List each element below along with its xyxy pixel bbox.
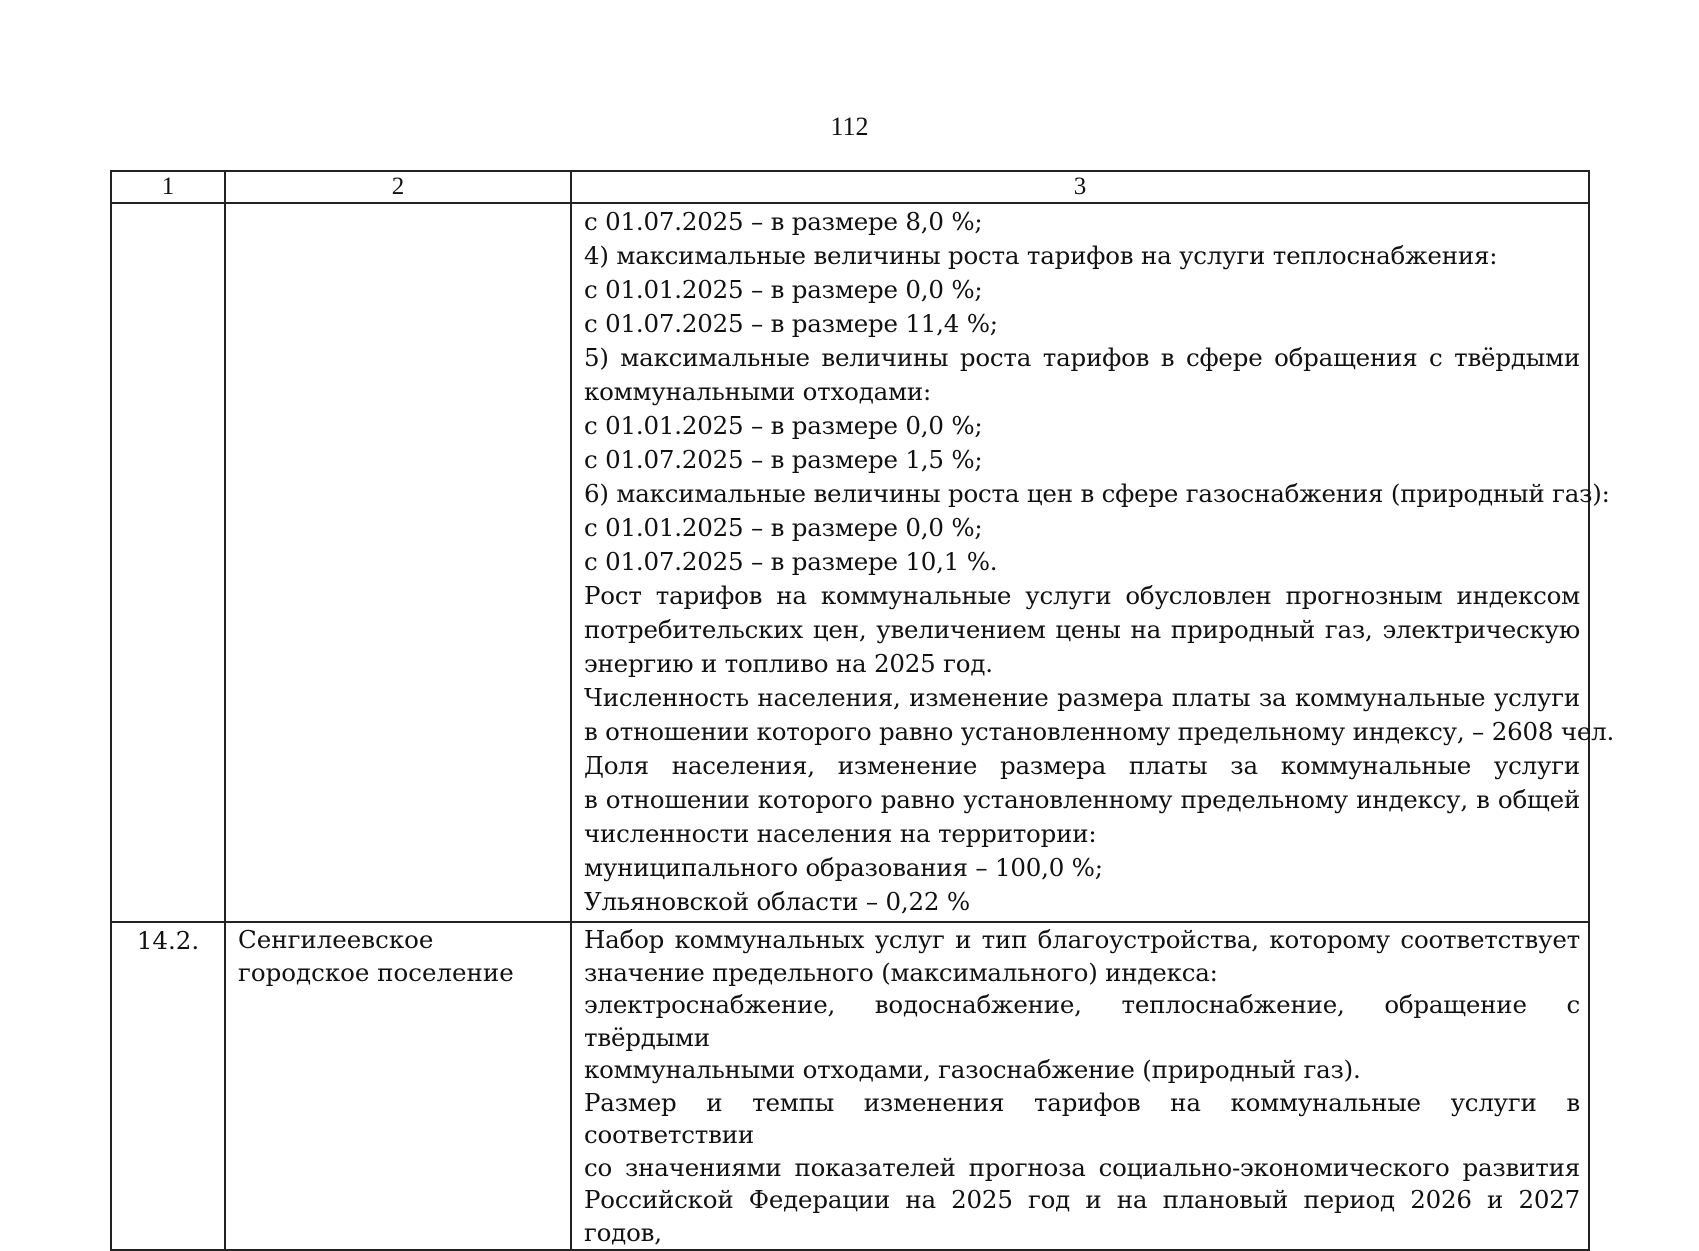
row2-text-cell — [571, 922, 1589, 1250]
text-line: энергию и топливо на 2025 год. — [584, 649, 993, 678]
text-line: со значениями показателей прогноза социально-экономического развития — [584, 1152, 1580, 1182]
tariff-table — [110, 170, 1615, 1251]
text-line: с 01.07.2025 – в размере 10,1 %. — [584, 547, 998, 576]
settlement-name-line: Сенгилеевское — [238, 925, 434, 954]
page-number: 112 — [830, 112, 869, 141]
row2-number-cell — [111, 922, 225, 1250]
text-line: Набор коммунальных услуг и тип благоустройства, которому соответствует — [584, 925, 1580, 954]
header-col-1: 1 — [111, 171, 225, 203]
row1-text-cell — [571, 203, 1615, 922]
text-line: 4) максимальные величины роста тарифов на услуги теплоснабжения: — [584, 241, 1498, 270]
table-row — [111, 203, 1589, 922]
text-line: Доля населения, изменение размера платы за коммунальные услуги — [584, 751, 1580, 780]
header-col-2: 2 — [225, 171, 571, 203]
text-line: 5) максимальные величины роста тарифов в сфере обращения с твёрдыми — [584, 343, 1580, 372]
text-line: с 01.01.2025 – в размере 0,0 %; — [584, 411, 983, 440]
text-line: Размер и темпы изменения тарифов на коммунальные услуги в соответствии — [584, 1087, 1580, 1149]
text-line: с 01.01.2025 – в размере 0,0 %; — [584, 513, 983, 542]
text-line: Российской Федерации на 2025 год и на плановый период 2026 и 2027 годов, — [584, 1185, 1580, 1247]
row1-name-cell — [225, 203, 571, 922]
settlement-name-line: городское поселение — [238, 958, 514, 987]
text-line: в отношении которого равно установленному предельному индексу, – 2608 чел. — [584, 717, 1615, 746]
text-line: с 01.07.2025 – в размере 8,0 %; — [584, 207, 983, 236]
text-line: с 01.07.2025 – в размере 1,5 %; — [584, 445, 983, 474]
row2-name-cell — [225, 922, 571, 1250]
text-line: в отношении которого равно установленному предельному индексу, в общей — [584, 785, 1580, 814]
text-line: муниципального образования – 100,0 %; — [584, 853, 1103, 882]
text-line: коммунальными отходами: — [584, 377, 932, 406]
row1-number-cell — [111, 203, 225, 922]
text-line: 6) максимальные величины роста цен в сфере газоснабжения (природный газ): — [584, 479, 1610, 508]
text-line: Численность населения, изменение размера платы за коммунальные услуги — [584, 683, 1580, 712]
text-line: численности населения на территории: — [584, 819, 1097, 848]
header-col-3: 3 — [571, 171, 1589, 203]
text-line: коммунальными отходами, газоснабжение (природный газ). — [584, 1055, 1361, 1084]
text-line: электроснабжение, водоснабжение, теплоснабжение, обращение с твёрдыми — [584, 990, 1580, 1052]
text-line: значение предельного (максимального) индекса: — [584, 957, 1218, 987]
table-header-row — [111, 171, 1589, 203]
text-line: с 01.07.2025 – в размере 11,4 %; — [584, 309, 998, 338]
table-row — [111, 922, 1589, 1250]
text-line: Рост тарифов на коммунальные услуги обусловлен прогнозным индексом — [584, 581, 1580, 610]
text-line: потребительских цен, увеличением цены на природный газ, электрическую — [584, 615, 1580, 644]
text-line: с 01.01.2025 – в размере 0,0 %; — [584, 275, 983, 304]
row-number: 14.2. — [136, 926, 200, 955]
text-line: Ульяновской области – 0,22 % — [584, 887, 970, 916]
